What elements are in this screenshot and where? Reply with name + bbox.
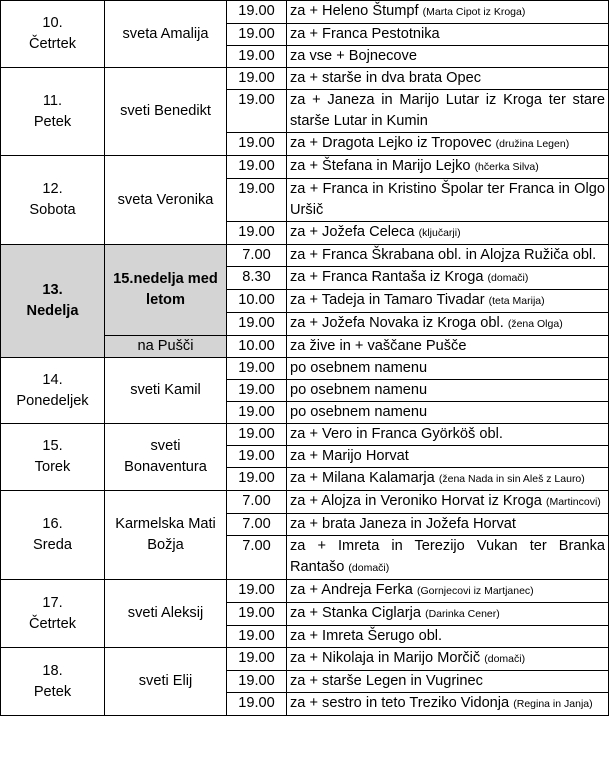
mass-time: 19.00 bbox=[227, 90, 287, 133]
intention-text: za + sestro in teto Treziko Vidonja bbox=[290, 695, 510, 711]
intention-text: za + Franca in Kristino Špolar ter Franca in Olgo Uršič bbox=[290, 181, 605, 218]
mass-intention bbox=[287, 179, 609, 222]
mass-time: 19.00 bbox=[227, 580, 287, 603]
mass-time: 19.00 bbox=[227, 1, 287, 24]
intention-donor-note: (Regina in Janja) bbox=[513, 698, 593, 710]
feast-cell: sveti Bonaventura bbox=[105, 424, 227, 491]
intention-donor-note: (Martincovi) bbox=[545, 496, 601, 508]
day-weekday: Petek bbox=[33, 113, 72, 130]
table-row bbox=[1, 68, 609, 90]
mass-time: 19.00 bbox=[227, 156, 287, 179]
intention-text: za + Jožefa Celeca bbox=[290, 224, 415, 240]
mass-intention bbox=[287, 648, 609, 671]
day-number: 10. bbox=[42, 15, 63, 31]
intention-text: po osebnem namenu bbox=[290, 360, 428, 376]
intention-text: za + Andreja Ferka bbox=[290, 582, 413, 598]
mass-intention bbox=[287, 693, 609, 716]
intention-text: za + starše in dva brata Opec bbox=[290, 70, 482, 86]
intention-text: za žive in + vaščane Pušče bbox=[290, 338, 467, 354]
mass-intention bbox=[287, 380, 609, 402]
intention-text: za + Franca Pestotnika bbox=[290, 26, 440, 42]
mass-intention bbox=[287, 46, 609, 68]
intention-donor-note: (Gornjecovi iz Martjanec) bbox=[416, 585, 534, 597]
intention-donor-note: (žena Olga) bbox=[507, 318, 563, 330]
intention-donor-note: (družina Legen) bbox=[495, 138, 570, 150]
mass-time: 19.00 bbox=[227, 222, 287, 245]
day-weekday: Petek bbox=[33, 683, 72, 700]
mass-time: 19.00 bbox=[227, 24, 287, 46]
mass-time: 10.00 bbox=[227, 290, 287, 313]
day-weekday: Četrtek bbox=[28, 615, 77, 632]
intention-donor-note: (teta Marija) bbox=[488, 295, 545, 307]
mass-intention bbox=[287, 156, 609, 179]
day-weekday: Sreda bbox=[33, 537, 72, 553]
table-row bbox=[1, 358, 609, 380]
mass-intention bbox=[287, 1, 609, 24]
mass-time: 10.00 bbox=[227, 336, 287, 358]
mass-intention bbox=[287, 313, 609, 336]
intention-donor-note: (žena Nada in sin Aleš z Lauro) bbox=[438, 473, 585, 485]
mass-time: 7.00 bbox=[227, 536, 287, 580]
day-cell bbox=[1, 424, 105, 491]
mass-time: 19.00 bbox=[227, 179, 287, 222]
feast-cell: Karmelska Mati Božja bbox=[105, 491, 227, 580]
day-cell bbox=[1, 648, 105, 716]
mass-time: 19.00 bbox=[227, 693, 287, 716]
intention-text: za + Imreta Šerugo obl. bbox=[290, 628, 443, 644]
day-cell bbox=[1, 156, 105, 245]
mass-intention bbox=[287, 424, 609, 446]
day-number: 13. bbox=[42, 282, 63, 298]
feast-cell: sveta Veronika bbox=[105, 156, 227, 245]
mass-intention bbox=[287, 267, 609, 290]
feast-cell: sveti Aleksij bbox=[105, 580, 227, 648]
table-row bbox=[1, 1, 609, 24]
day-number: 15. bbox=[42, 438, 63, 454]
mass-intention bbox=[287, 603, 609, 626]
mass-time: 19.00 bbox=[227, 133, 287, 156]
intention-text: za vse + Bojnecove bbox=[290, 48, 417, 64]
mass-time: 19.00 bbox=[227, 671, 287, 693]
day-number: 17. bbox=[42, 594, 63, 611]
mass-intention bbox=[287, 446, 609, 468]
table-row bbox=[1, 580, 609, 603]
feast-cell: sveti Kamil bbox=[105, 358, 227, 424]
mass-time: 7.00 bbox=[227, 514, 287, 536]
mass-intention bbox=[287, 90, 609, 133]
mass-time: 19.00 bbox=[227, 402, 287, 424]
intention-text: za + Imreta in Terezijo Vukan ter Branka Rantašo bbox=[290, 538, 605, 575]
intention-donor-note: (Darinka Cener) bbox=[425, 608, 500, 620]
day-weekday: Nedelja bbox=[26, 303, 79, 319]
intention-text: za + Dragota Lejko iz Tropovec bbox=[290, 135, 492, 151]
intention-text: za + Štefana in Marijo Lejko bbox=[290, 158, 471, 174]
mass-time: 8.30 bbox=[227, 267, 287, 290]
day-cell bbox=[1, 1, 105, 68]
mass-time: 19.00 bbox=[227, 313, 287, 336]
mass-intention bbox=[287, 402, 609, 424]
day-cell bbox=[1, 358, 105, 424]
mass-intention bbox=[287, 580, 609, 603]
intention-text: za + Marijo Horvat bbox=[290, 448, 409, 464]
mass-intention bbox=[287, 24, 609, 46]
mass-time: 19.00 bbox=[227, 468, 287, 491]
mass-intention bbox=[287, 514, 609, 536]
mass-intention bbox=[287, 290, 609, 313]
mass-intention bbox=[287, 468, 609, 491]
intention-text: za + brata Janeza in Jožefa Horvat bbox=[290, 516, 516, 532]
intention-text: za + starše Legen in Vugrinec bbox=[290, 673, 483, 689]
table-row bbox=[1, 491, 609, 514]
table-row bbox=[1, 424, 609, 446]
mass-time: 19.00 bbox=[227, 603, 287, 626]
mass-intention bbox=[287, 536, 609, 580]
feast-cell: sveta Amalija bbox=[105, 1, 227, 68]
intention-donor-note: (ključarji) bbox=[418, 227, 461, 239]
mass-intention bbox=[287, 626, 609, 648]
intention-donor-note: (hčerka Silva) bbox=[474, 161, 539, 173]
intention-donor-note: (domači) bbox=[348, 562, 390, 574]
intention-donor-note: (domači) bbox=[484, 653, 526, 665]
feast-cell: sveti Benedikt bbox=[105, 68, 227, 156]
day-cell bbox=[1, 245, 105, 358]
mass-time: 19.00 bbox=[227, 68, 287, 90]
intention-donor-note: (Marta Cipot iz Kroga) bbox=[422, 6, 526, 18]
intention-text: za + Vero in Franca Györköš obl. bbox=[290, 426, 503, 442]
table-row bbox=[1, 648, 609, 671]
table-row bbox=[1, 156, 609, 179]
day-cell bbox=[1, 491, 105, 580]
mass-intention bbox=[287, 68, 609, 90]
day-number: 14. bbox=[42, 371, 63, 388]
mass-intention bbox=[287, 222, 609, 245]
day-weekday: Ponedeljek bbox=[16, 392, 89, 409]
intention-text: za + Nikolaja in Marijo Morčič bbox=[290, 650, 481, 666]
mass-intention bbox=[287, 491, 609, 514]
day-number: 11. bbox=[42, 92, 63, 109]
mass-time: 19.00 bbox=[227, 648, 287, 671]
day-number: 16. bbox=[42, 516, 63, 532]
intention-text: za + Franca Rantaša iz Kroga bbox=[290, 269, 484, 285]
day-number: 18. bbox=[42, 662, 63, 679]
intention-text: za + Heleno Štumpf bbox=[290, 3, 419, 19]
mass-time: 19.00 bbox=[227, 424, 287, 446]
intention-text: za + Milana Kalamarja bbox=[290, 470, 435, 486]
day-cell bbox=[1, 580, 105, 648]
intention-text: za + Janeza in Marijo Lutar iz Kroga ter stare starše Lutar in Kumin bbox=[290, 92, 605, 129]
intention-text: za + Jožefa Novaka iz Kroga obl. bbox=[290, 315, 504, 331]
mass-time: 19.00 bbox=[227, 358, 287, 380]
mass-time: 19.00 bbox=[227, 46, 287, 68]
day-number: 12. bbox=[42, 181, 63, 197]
mass-time: 7.00 bbox=[227, 245, 287, 267]
mass-intention bbox=[287, 336, 609, 358]
intention-text: po osebnem namenu bbox=[290, 382, 428, 398]
day-weekday: Torek bbox=[34, 459, 71, 475]
intention-text: za + Franca Škrabana obl. in Alojza Ružiča obl. bbox=[290, 247, 597, 263]
intention-text: za + Alojza in Veroniko Horvat iz Kroga bbox=[290, 493, 542, 509]
mass-intention bbox=[287, 671, 609, 693]
feast-cell: sveti Elij bbox=[105, 648, 227, 716]
day-weekday: Četrtek bbox=[28, 36, 77, 52]
intention-text: po osebnem namenu bbox=[290, 404, 428, 420]
mass-intention bbox=[287, 133, 609, 156]
day-weekday: Sobota bbox=[29, 202, 76, 218]
feast-cell: 15.nedelja med letom bbox=[105, 245, 227, 336]
mass-time: 19.00 bbox=[227, 446, 287, 468]
table-row bbox=[1, 245, 609, 267]
intention-donor-note: (domači) bbox=[487, 272, 529, 284]
mass-time: 7.00 bbox=[227, 491, 287, 514]
mass-intention bbox=[287, 358, 609, 380]
mass-time: 19.00 bbox=[227, 626, 287, 648]
intention-text: za + Stanka Ciglarja bbox=[290, 605, 422, 621]
day-cell bbox=[1, 68, 105, 156]
intention-text: za + Tadeja in Tamaro Tivadar bbox=[290, 292, 485, 308]
feast-cell: na Pušči bbox=[105, 336, 227, 358]
mass-intention bbox=[287, 245, 609, 267]
mass-time: 19.00 bbox=[227, 380, 287, 402]
